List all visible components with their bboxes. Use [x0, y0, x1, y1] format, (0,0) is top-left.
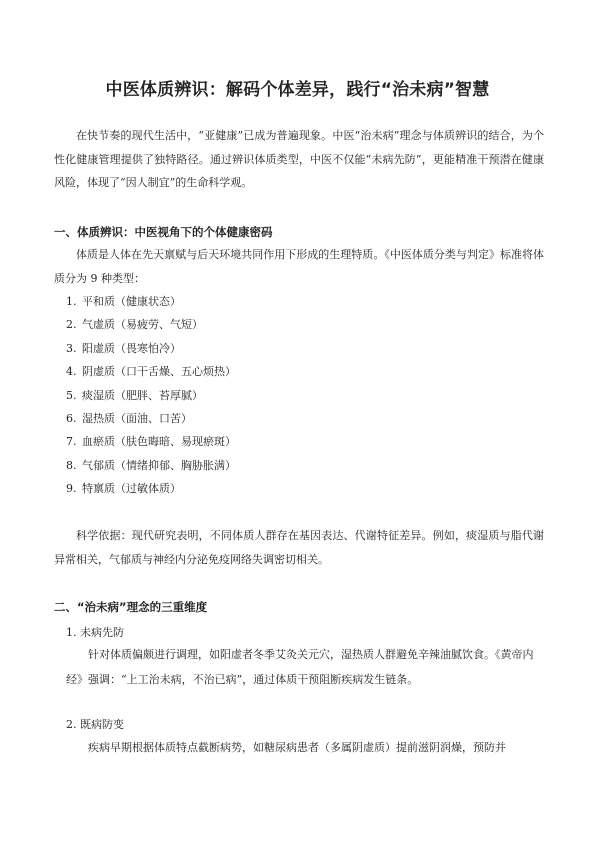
list-item [66, 313, 236, 336]
list-item-number: 3. [66, 341, 77, 355]
section-heading-1: 一、体质辨识：中医视角下的个体健康密码 [54, 225, 273, 239]
subsection-title-prevention: 1. 未病先防 [66, 626, 124, 639]
list-item [66, 430, 236, 453]
list-item [66, 337, 236, 360]
list-item-text: 气郁质（情绪抑郁、胸胁胀满） [82, 458, 236, 472]
list-item-number: 1. [66, 295, 77, 308]
list-item [66, 477, 236, 500]
document-title: 中医体质辨识：解码个体差异，践行“治未病”智慧 [105, 80, 490, 100]
list-item-number: 7. [66, 435, 77, 449]
list-item [66, 454, 236, 477]
list-item-number: 4. [66, 365, 77, 379]
list-item [66, 407, 236, 430]
intro-paragraph: 在快节奏的现代生活中，“亚健康”已成为普遍现象。中医“治未病”理念与体质辨识的结合，为个性化健康管理提供了独特路径。通过辨识体质类型，中医不仅能“未病先防”，更能精准干预潜在健康风险，体现了“因人制宜”的生命科学观。 [54, 129, 544, 189]
list-item-text: 阴虚质（口干舌燥、五心烦热） [82, 365, 236, 379]
list-item-number: 2. [66, 318, 77, 332]
list-item-text: 特禀质（过敏体质） [82, 482, 181, 496]
list-item [66, 384, 236, 407]
list-item-number: 5. [66, 388, 77, 402]
constitution-type-list [66, 290, 236, 501]
science-paragraph: 科学依据：现代研究表明，不同体质人群存在基因表达、代谢特征差异。例如，痰湿质与脂代谢异常相关，气郁质与神经内分泌免疫网络失调密切相关。 [54, 529, 544, 566]
section-heading-2: 二、“治未病”理念的三重维度 [54, 600, 208, 614]
list-item-text: 平和质（健康状态） [82, 295, 181, 308]
list-item-text: 气虚质（易疲劳、气短） [82, 318, 203, 332]
list-item-number: 6. [66, 411, 77, 425]
list-item [66, 290, 236, 313]
subsection-paragraph-progression: 疾病早期根据体质特点截断病势，如糖尿病患者（多属阴虚质）提前滋阴润燥，预防并 [88, 741, 506, 754]
list-item-text: 痰湿质（肥胖、苔厚腻） [82, 388, 203, 402]
list-item-text: 湿热质（面油、口苦） [82, 411, 192, 425]
list-item-text: 血瘀质（肤色晦暗、易现瘀斑） [82, 435, 236, 449]
list-item-number: 8. [66, 458, 77, 472]
list-item-text: 阳虚质（畏寒怕冷） [82, 341, 181, 355]
constitution-paragraph: 体质是人体在先天禀赋与后天环境共同作用下形成的生理特质。《中医体质分类与判定》标准将体质分为 9 种类型： [54, 248, 544, 285]
subsection-title-progression: 2. 既病防变 [66, 718, 124, 731]
list-item [66, 360, 236, 383]
subsection-paragraph-prevention: 针对体质偏颇进行调理，如阳虚者冬季艾灸关元穴，湿热质人群避免辛辣油腻饮食。《黄帝内经》强调：“上工治未病，不治已病”，通过体质干预阻断疾病发生链条。 [66, 648, 534, 686]
list-item-number: 9. [66, 482, 77, 496]
